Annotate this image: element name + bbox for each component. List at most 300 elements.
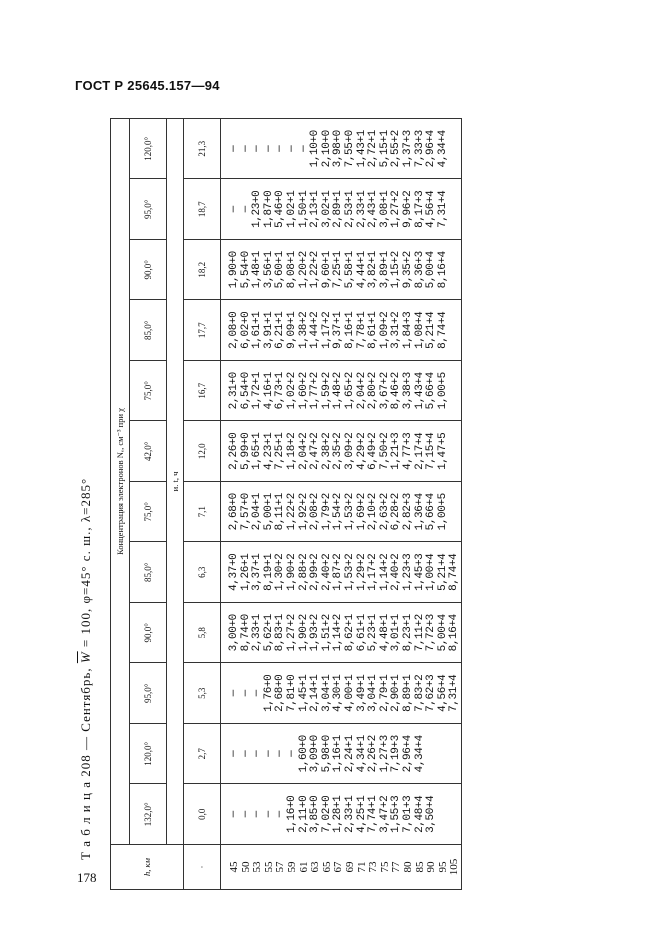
table-cell: 3,67+2 [378,372,391,410]
table-cell [449,301,461,361]
table-cell: 1,14+2 [332,614,345,652]
table-cell: 4,34+4 [436,130,449,168]
table-cell: 2,68+0 [228,493,240,531]
table-cell: 3,49+1 [355,674,368,712]
table-cell: 8,89+1 [401,674,414,712]
table-cell: 4,30+1 [332,674,345,712]
table-cell: 2,53+1 [343,190,356,228]
table-cell: 2,04+2 [355,372,368,410]
time-header-blank: · [184,845,221,890]
table-cell: 1,50+1 [297,190,310,228]
height-value: 95 [436,861,449,873]
table-cell: 1,20+2 [297,251,310,289]
table-cell: 2,88+2 [297,553,310,591]
table-cell: 1,00+5 [436,493,449,531]
table-cell: — [251,811,264,818]
electron-density-table [110,118,462,890]
table-cell: 8,16+1 [343,311,356,349]
chi-header-10: 95,0° [130,179,167,240]
table-cell: 7,83+2 [413,674,426,712]
table-cell: 1,55+3 [390,795,403,833]
table-cell: 1,30+2 [274,553,287,591]
table-cell: 3,04+1 [320,674,333,712]
table-cell: 4,00+1 [343,674,356,712]
table-cell: 1,28+1 [332,795,345,833]
table-cell [449,119,461,179]
table-cell: 3,56+1 [262,251,275,289]
time-header-4: 6,3 [184,542,221,603]
table-cell: 7,01+3 [401,795,414,833]
table-cell: 2,08+0 [228,311,240,349]
table-cell: 1,60+0 [297,735,310,773]
table-cell: 5,98+0 [320,735,333,773]
table-cell: 3,04+1 [367,674,380,712]
table-cell: 8,74+4 [448,553,461,591]
table-cell: 1,61+1 [251,311,264,349]
table-cell [438,724,450,784]
table-cell: 1,00+5 [436,372,449,410]
chi-header-8: 85,0° [130,300,167,361]
table-cell: — [262,811,275,818]
table-cell: 3,02+1 [320,190,333,228]
table-cell: 8,62+1 [343,614,356,652]
table-cell: 3,09+2 [343,432,356,470]
table-cell: 8,23+1 [401,614,414,652]
table-cell: — [251,145,264,152]
table-cell: 6,73+1 [274,372,287,410]
table-cell [449,785,461,845]
table-cell: — [262,145,275,152]
table-cell: 7,19+3 [390,735,403,773]
chi-header-5: 75,0° [130,482,167,543]
table-cell: 7,02+0 [320,795,333,833]
table-cell: 1,37+3 [401,130,414,168]
height-value: 80 [401,861,414,873]
table-cell: 7,62+3 [425,674,438,712]
table-cell: 1,60+2 [297,372,310,410]
table-cell: 2,55+2 [390,130,403,168]
table-cell: — [228,811,240,818]
data-column-5 [221,482,462,543]
table-cell: 1,36+4 [413,493,426,531]
table-cell: 7,81+0 [285,674,298,712]
time-header-8: 17,7 [184,300,221,361]
table-cell: 2,10+2 [367,493,380,531]
time-header-6: 12,0 [184,421,221,482]
table-cell: 2,17+4 [413,432,426,470]
table-cell: 7,31+4 [436,190,449,228]
table-cell: — [297,145,310,152]
table-cell: 7,74+1 [367,795,380,833]
table-cell: 4,56+4 [425,190,438,228]
table-cell: 1,76+0 [262,674,275,712]
table-cell: 4,23+1 [262,432,275,470]
height-value: 50 [239,861,252,873]
data-column-8 [221,300,462,361]
table-cell: 5,21+4 [425,311,438,349]
table-cell: 1,00+4 [425,553,438,591]
chi-header-1: 120,0° [130,724,167,785]
table-cell: 3,09+0 [309,735,322,773]
height-value: 69 [343,861,356,873]
table-cell: 4,34+1 [355,735,368,773]
table-cell: 1,79+2 [320,493,333,531]
height-value: 90 [425,861,438,873]
table-cell: 1,93+2 [309,614,322,652]
height-value: 75 [378,861,391,873]
table-cell: 6,49+2 [367,432,380,470]
concentration-header: Концентрация электронов Nₑ, см⁻³ при χ [111,119,130,845]
table-cell: 3,50+4 [425,795,438,833]
data-column-2 [221,663,462,724]
table-cell: 3,85+0 [309,795,322,833]
table-cell: 1,47+5 [436,432,449,470]
table-cell: 1,17+2 [367,553,380,591]
table-cell: 8,74+4 [436,311,449,349]
table-cell: 1,45+3 [413,553,426,591]
time-header-0: 0,0 [184,784,221,845]
table-cell: 1,02+2 [285,372,298,410]
table-cell: 1,65+1 [251,432,264,470]
table-cell: 2,43+1 [367,190,380,228]
height-value: 73 [367,861,380,873]
table-cell: 3,89+1 [378,251,391,289]
table-cell [449,422,461,482]
table-cell: 2,40+2 [390,553,403,591]
time-header-1: 2,7 [184,724,221,785]
height-value: 67 [332,861,345,873]
table-cell: 8,61+1 [367,311,380,349]
table-cell: 1,23+0 [251,190,264,228]
table-cell: 1,43+4 [413,372,426,410]
table-cell: 7,15+4 [425,432,438,470]
table-cell: — [228,690,240,697]
table-cell: 2,90+1 [390,674,403,712]
table-cell: — [262,750,275,757]
table-cell: 9,35+2 [401,251,414,289]
table-cell: 8,17+3 [413,190,426,228]
table-cell [438,785,450,845]
table-cell [449,361,461,421]
table-cell: — [228,206,240,213]
data-column-1 [221,724,462,785]
page-number: 178 [77,870,97,885]
table-cell: 1,54+2 [332,493,345,531]
table-cell: 5,54+0 [239,251,252,289]
chi-header-row [130,119,167,890]
table-cell: 5,23+1 [367,614,380,652]
table-cell: 3,01+1 [390,614,403,652]
height-value: 61 [297,861,310,873]
table-cell: 2,33+1 [355,190,368,228]
table-cell: — [239,206,252,213]
table-cell: 8,46+2 [390,372,403,410]
data-column-6 [221,421,462,482]
time-header-2: 5,3 [184,663,221,724]
table-cell: 2,72+1 [367,130,380,168]
time-header-9: 18,2 [184,240,221,301]
height-value: 45 [228,861,240,873]
table-cell: 1,43+1 [355,130,368,168]
table-cell: 9,60+1 [320,251,333,289]
table-cell: — [274,811,287,818]
table-cell: 1,16+1 [332,735,345,773]
table-cell: 2,40+2 [320,553,333,591]
table-cell: 4,25+1 [355,795,368,833]
table-cell: 1,59+2 [320,372,333,410]
height-value: 105 [448,858,461,876]
height-value: 77 [390,861,403,873]
table-cell: 1,72+1 [251,372,264,410]
time-header-7: 16,7 [184,361,221,422]
table-cell: 8,83+1 [274,614,287,652]
table-cell: 1,77+2 [309,372,322,410]
table-cell: 2,89+1 [332,190,345,228]
table-cell: 1,65+2 [343,372,356,410]
table-cell: 1,23+3 [401,553,414,591]
chi-header-11: 120,0° [130,119,167,180]
table-cell: 1,21+3 [390,432,403,470]
table-cell [426,724,438,784]
table-cell: 1,90+2 [285,553,298,591]
table-cell: 1,38+2 [297,311,310,349]
table-cell: 3,82+1 [367,251,380,289]
table-cell: — [239,750,252,757]
table-cell: 1,44+2 [309,311,322,349]
chi-header-4: 85,0° [130,542,167,603]
table-cell: 2,96+4 [401,735,414,773]
caption-suffix: = 100, φ=45° с. ш., λ=285° [78,477,93,648]
table-cell: 1,92+2 [297,493,310,531]
table-cell: 2,33+1 [251,614,264,652]
table-cell: 1,87+0 [262,190,275,228]
table-cell: 5,58+1 [343,251,356,289]
table-cell: 1,22+2 [285,493,298,531]
table-cell: 1,69+2 [355,493,368,531]
table-cell: — [239,145,252,152]
table-cell: 1,14+2 [378,553,391,591]
time-header-3: 5,8 [184,603,221,664]
table-cell: 1,90+0 [228,251,240,289]
table-cell: — [285,145,298,152]
time-header-11: 21,3 [184,119,221,180]
table-cell: 6,61+1 [355,614,368,652]
height-value: 59 [285,861,298,873]
table-cell: 2,35+2 [332,432,345,470]
table-cell: 1,26+1 [239,553,252,591]
table-cell: 2,31+0 [228,372,240,410]
table-cell: 7,78+1 [355,311,368,349]
table-cell: 2,33+1 [343,795,356,833]
table-cell: 1,17+2 [320,311,333,349]
table-cell: 9,37+1 [332,311,345,349]
table-cell: 4,34+4 [413,735,426,773]
table-cell: 1,27+2 [285,614,298,652]
table-cell: 4,77+3 [401,432,414,470]
table-cell: 1,08+4 [413,311,426,349]
table-cell: 4,48+1 [378,614,391,652]
table-cell: 5,62+1 [262,614,275,652]
table-cell: 5,60+1 [274,251,287,289]
table-cell: 2,08+2 [309,493,322,531]
table-cell: 2,26+2 [367,735,380,773]
table-cell: 7,50+2 [378,432,391,470]
table-cell: 1,45+1 [297,674,310,712]
table-cell [449,180,461,240]
table-cell: 8,11+1 [274,493,287,531]
table-cell: 6,54+0 [239,372,252,410]
table-cell: — [274,750,287,757]
data-column-9 [221,240,462,301]
table-cell: 2,10+0 [320,130,333,168]
data-column-4 [221,542,462,603]
table-cell: — [239,690,252,697]
table-cell: 2,63+2 [378,493,391,531]
table-cell: 2,38+2 [320,432,333,470]
table-cell: 2,47+2 [309,432,322,470]
time-header-10: 18,7 [184,179,221,240]
table-cell: 3,47+2 [378,795,391,833]
table-cell: 2,26+0 [228,432,240,470]
table-cell: 5,66+4 [425,493,438,531]
table-cell: 1,27+2 [390,190,403,228]
table-cell: 1,53+2 [343,493,356,531]
rotated-table-container [110,118,615,890]
height-value: 57 [274,861,287,873]
chi-header-2: 95,0° [130,663,167,724]
table-cell: 1,29+2 [355,553,368,591]
height-column [221,845,462,890]
data-column-11 [221,119,462,180]
table-cell: 2,11+0 [297,795,310,833]
data-row [221,119,462,890]
table-cell: 7,25+1 [274,432,287,470]
table-cell: 1,18+2 [285,432,298,470]
table-cell: 3,98+0 [332,130,345,168]
chi-header-6: 42,0° [130,421,167,482]
height-value: 85 [413,861,426,873]
table-cell: 6,02+0 [239,311,252,349]
table-cell: 2,13+1 [309,190,322,228]
data-column-7 [221,361,462,422]
table-cell: — [228,750,240,757]
table-cell: 2,24+1 [343,735,356,773]
table-cell: 8,36+3 [413,251,426,289]
table-cell: 4,29+2 [355,432,368,470]
caption-w-symbol: $\overline{W}$ [78,651,93,664]
table-cell: 4,37+0 [228,553,240,591]
table-cell: 1,48+2 [332,372,345,410]
table-cell: 2,79+1 [378,674,391,712]
height-value: 55 [262,861,275,873]
table-cell: — [239,811,252,818]
table-cell: 3,91+1 [262,311,275,349]
table-cell [449,240,461,300]
table-cell: 7,72+3 [425,614,438,652]
chi-header-7: 75,0° [130,361,167,422]
table-cell: 4,44+1 [355,251,368,289]
table-cell: 8,16+4 [448,614,461,652]
time-header-5: 7,1 [184,482,221,543]
table-cell: — [251,690,264,697]
table-cell: 7,57+0 [239,493,252,531]
table-cell: 6,21+1 [274,311,287,349]
table-cell: 2,68+0 [274,674,287,712]
table-cell: 2,04+1 [251,493,264,531]
document-header: ГОСТ Р 25645.157—94 [75,78,220,93]
data-column-10 [221,179,462,240]
table-cell: 7,25+1 [332,251,345,289]
table-cell [449,724,461,784]
height-value: 53 [251,861,264,873]
table-cell: 2,80+2 [367,372,380,410]
table-cell: 1,53+2 [343,553,356,591]
table-cell: 9,96+2 [401,190,414,228]
table-cell: 1,15+2 [390,251,403,289]
table-cell: 1,90+2 [297,614,310,652]
data-column-0 [221,784,462,845]
table-cell: 5,00+1 [262,493,275,531]
table-cell: 1,48+1 [251,251,264,289]
table-cell: 7,55+0 [343,130,356,168]
table-cell: 5,46+0 [274,190,287,228]
table-cell: 2,04+2 [297,432,310,470]
table-cell: 1,84+3 [401,311,414,349]
table-cell: 8,74+0 [239,614,252,652]
table-cell: 3,38+3 [401,372,414,410]
table-cell: 3,31+2 [390,311,403,349]
table-cell: 2,48+4 [413,795,426,833]
chi-header-9: 90,0° [130,240,167,301]
time-header-row [184,119,221,890]
height-value: 65 [320,861,333,873]
table-cell: 8,08+1 [285,251,298,289]
chi-header-0: 132,0° [130,784,167,845]
table-cell: 1,09+2 [378,311,391,349]
table-cell: 1,10+0 [309,130,322,168]
caption-prefix: Т а б л и ц а 208 — Сентябрь, [78,667,93,860]
table-cell: 2,99+2 [309,553,322,591]
table-cell: 5,00+4 [436,614,449,652]
table-cell: 5,00+4 [425,251,438,289]
height-value: 63 [309,861,322,873]
table-cell: 5,15+1 [378,130,391,168]
table-cell: — [251,750,264,757]
table-cell: 7,11+2 [413,614,426,652]
table-cell: 1,02+1 [285,190,298,228]
table-cell: 3,37+1 [251,553,264,591]
table-cell: 1,51+2 [320,614,333,652]
data-column-3 [221,603,462,664]
chi-header-3: 90,0° [130,603,167,664]
table-cell [449,482,461,542]
table-cell: — [285,750,298,757]
ut-header: и. t, ч [167,119,184,845]
table-cell: 4,56+4 [436,674,449,712]
table-cell: 3,08+1 [378,190,391,228]
table-cell: 6,28+2 [390,493,403,531]
height-header: h, км [111,845,184,890]
table-cell: 1,22+2 [309,251,322,289]
table-cell: 2,82+3 [401,493,414,531]
table-caption [78,260,94,860]
table-cell: 1,87+2 [332,553,345,591]
table-cell: 5,99+0 [239,432,252,470]
table-cell: — [228,145,240,152]
table-cell: 1,16+0 [285,795,298,833]
table-cell: 2,96+4 [425,130,438,168]
table-cell: 8,19+1 [262,553,275,591]
